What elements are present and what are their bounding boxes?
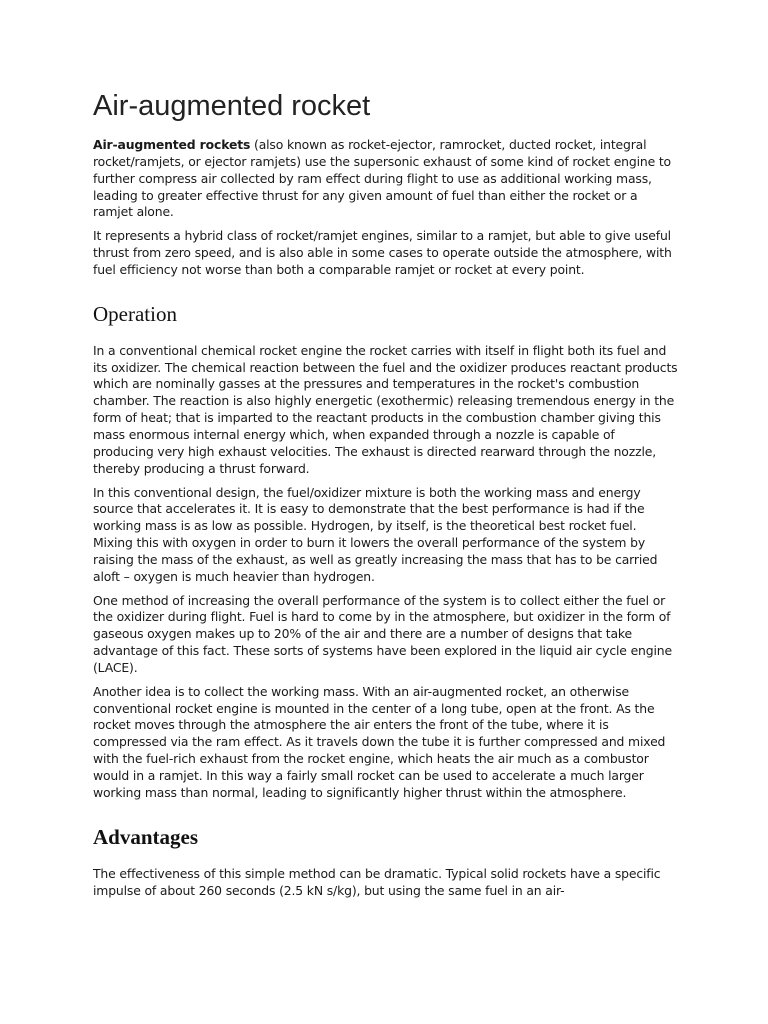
operation-paragraph-1: In a conventional chemical rocket engine the rocket carries with itself in flight both its fuel and its oxidizer. The chemical reaction between the fuel and the oxidizer produces reactant products which are nominally gasses at the pressures and temperatures in the rocket's combustion chamber. The reaction is also highly energetic (exothermic) releasing tremendous energy in the form of heat; that is imparted to the reactant products in the combustion chamber giving this mass enormous internal energy which, when expanded through a nozzle is capable of producing very high exhaust velocities. The exhaust is directed rearward through the nozzle, thereby producing a thrust forward. — [93, 342, 678, 476]
section-heading-advantages: Advantages — [93, 824, 199, 849]
intro-text: (also known as rocket-ejector, ramrocket, ducted rocket, integral rocket/ramjets, or ejector ramjets) use the supersonic exhaust of some kind of rocket engine to further compress air collected by ram effect during flight to use as additional working mass, leading to greater effective thrust for any given amount of fuel than either the rocket or a ramjet alone. — [93, 137, 671, 220]
intro-paragraph — [93, 137, 678, 221]
section-heading-operation: Operation — [93, 301, 177, 326]
operation-paragraph-4: Another idea is to collect the working mass. With an air-augmented rocket, an otherwise conventional rocket engine is mounted in the center of a long tube, open at the front. As the rocket moves through the atmosphere the air enters the front of the tube, where it is compressed via the ram effect. As it travels down the tube it is further compressed and mixed with the fuel-rich exhaust from the rocket engine, which heats the air much as a combustor would in a ramjet. In this way a fairly small rocket can be used to accelerate a much larger working mass than normal, leading to significantly higher thrust within the atmosphere. — [93, 683, 666, 800]
page-title: Air-augmented rocket — [93, 90, 371, 122]
advantages-paragraph-1: The effectiveness of this simple method can be dramatic. Typical solid rockets have a specific impulse of about 260 seconds (2.5 kN s/kg), but using the same fuel in an air- — [93, 865, 661, 898]
lead-term: Air-augmented rockets — [93, 137, 251, 152]
intro-paragraph-2: It represents a hybrid class of rocket/ramjet engines, similar to a ramjet, but able to give useful thrust from zero speed, and is also able in some cases to operate outside the atmosphere, with fuel efficiency not worse than both a comparable ramjet or rocket at every point. — [93, 228, 672, 277]
document-page — [93, 88, 678, 906]
operation-paragraph-3: One method of increasing the overall performance of the system is to collect either the fuel or the oxidizer during flight. Fuel is hard to come by in the atmosphere, but oxidizer in the form of gaseous oxygen makes up to 20% of the air and there are a number of designs that take advantage of this fact. These sorts of systems have been explored in the liquid air cycle engine (LACE). — [93, 592, 672, 675]
operation-paragraph-2: In this conventional design, the fuel/oxidizer mixture is both the working mass and energy source that accelerates it. It is easy to demonstrate that the best performance is had if the working mass is as low as possible. Hydrogen, by itself, is the theoretical best rocket fuel. Mixing this with oxygen in order to burn it lowers the overall performance of the system by raising the mass of the exhaust, as well as greatly increasing the mass that has to be carried aloft – oxygen is much heavier than hydrogen. — [93, 484, 658, 584]
